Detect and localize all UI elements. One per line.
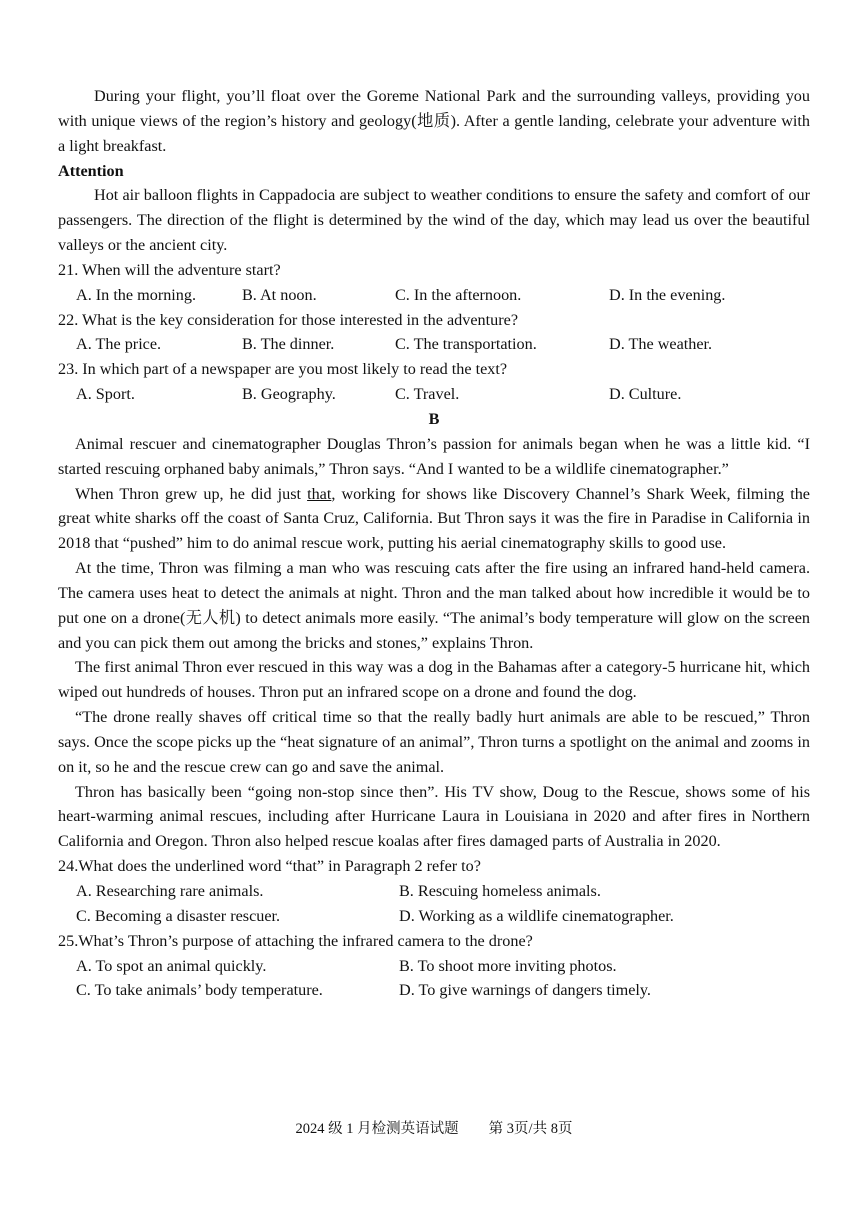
answer-options: [58, 332, 810, 357]
option-a: A. Sport.: [76, 385, 135, 404]
passage-b-paragraph-6: Thron has basically been “going non-stop since then”. His TV show, Doug to the Rescue, shows some of his heart-warming animal rescues, including after Hurricane Laura in Louisiana in 2020 and after fires in Northern California and Oregon. Thron also helped rescue koalas after fires damaged parts of Australia in 2020.: [58, 782, 810, 851]
passage-b-paragraph-3: At the time, Thron was filming a man who was rescuing cats after the fire using an infrared hand-held camera. The camera uses heat to detect the animals at night. Thron and the man talked about how incredible it would be to put one on a drone(无人机) to detect animals more easily. “The animal’s body temperature will glow on the screen and you can pick them out among the bricks and stones,” explains Thron.: [58, 559, 810, 652]
option-b: B. At noon.: [242, 285, 317, 304]
option-c: C. Becoming a disaster rescuer.: [76, 906, 281, 925]
option-c: C. The transportation.: [395, 335, 537, 354]
page-footer: [0, 1118, 868, 1140]
attention-heading: Attention: [58, 161, 124, 180]
option-b: B. Geography.: [242, 385, 336, 404]
passage-b-paragraph-4: The first animal Thron ever rescued in this way was a dog in the Bahamas after a category-5 hurricane hit, which wiped out hundreds of houses. Thron put an infrared scope on a drone and found the dog.: [58, 658, 810, 702]
question-stem: 21. When will the adventure start?: [58, 260, 281, 279]
question-24: [58, 854, 810, 929]
question-23: [58, 357, 810, 407]
option-c: C. To take animals’ body temperature.: [76, 981, 323, 1000]
question-21: [58, 258, 810, 308]
option-b: B. To shoot more inviting photos.: [399, 956, 617, 975]
option-d: D. To give warnings of dangers timely.: [399, 981, 651, 1000]
option-d: D. Working as a wildlife cinematographer.: [399, 906, 674, 925]
question-stem: 22. What is the key consideration for those interested in the adventure?: [58, 310, 518, 329]
passage-b-paragraph-5: “The drone really shaves off critical time so that the really badly hurt animals are able to be rescued,” Thron says. Once the scope picks up the “heat signature of an animal”, Thron turns a spotlight on the animal and zooms in on it, so he and the rescue crew can go and save the animal.: [58, 708, 810, 776]
answer-options-row: [58, 904, 810, 929]
page-number: 第 3页/共 8页: [488, 1121, 573, 1137]
question-stem: 24.What does the underlined word “that” in Paragraph 2 refer to?: [58, 857, 481, 876]
option-a: A. To spot an animal quickly.: [76, 956, 267, 975]
option-c: C. Travel.: [395, 385, 460, 404]
option-a: A. The price.: [76, 335, 162, 354]
option-b: B. Rescuing homeless animals.: [399, 882, 601, 900]
option-a: A. Researching rare animals.: [76, 882, 264, 900]
attention-paragraph: Hot air balloon flights in Cappadocia are subject to weather conditions to ensure the safety and comfort of our passengers. The direction of the flight is determined by the wind of the day, which may lead us over the beautiful valleys or the ancient city.: [58, 186, 810, 255]
question-stem: 25.What’s Thron’s purpose of attaching the infrared camera to the drone?: [58, 931, 533, 950]
option-d: D. Culture.: [609, 385, 682, 404]
answer-options: [58, 283, 810, 308]
question-22: [58, 308, 810, 358]
option-a: A. In the morning.: [76, 285, 197, 304]
answer-options: [58, 382, 810, 407]
answer-options-row: [58, 879, 810, 904]
passage-b-paragraph-2: [58, 482, 810, 557]
exam-title: 2024 级 1 月检测英语试题: [295, 1121, 459, 1137]
option-d: D. The weather.: [609, 335, 713, 354]
flight-paragraph: During your flight, you’ll float over the Goreme National Park and the surrounding valleys, providing you with unique views of the region’s history and geology(地质). After a gentle landing, celebrate your adventure with a light breakfast.: [58, 87, 810, 155]
underlined-word: that: [307, 484, 332, 503]
question-stem: 23. In which part of a newspaper are you most likely to read the text?: [58, 360, 508, 379]
section-b-heading: B: [428, 409, 440, 428]
answer-options-row: [58, 954, 810, 979]
answer-options-row: [58, 978, 810, 1003]
paragraph-text: , working for shows like Discovery Channel’s Shark Week, filming the great white sharks off the coast of Santa Cruz, California. But Thron says it was the fire in Paradise in California in 2018 that “pushed” him to do animal rescue work, putting his aerial cinematography skills to good use.: [58, 484, 810, 553]
question-25: [58, 929, 810, 1004]
option-c: C. In the afternoon.: [395, 285, 522, 304]
option-d: D. In the evening.: [609, 285, 726, 304]
paragraph-text: When Thron grew up, he did just: [75, 484, 308, 503]
exam-page: [58, 84, 810, 1003]
option-b: B. The dinner.: [242, 335, 335, 354]
passage-b-paragraph-1: Animal rescuer and cinematographer Douglas Thron’s passion for animals began when he was a little kid. “I started rescuing orphaned baby animals,” Thron says. “And I wanted to be a wildlife cinematographer.”: [58, 434, 810, 478]
